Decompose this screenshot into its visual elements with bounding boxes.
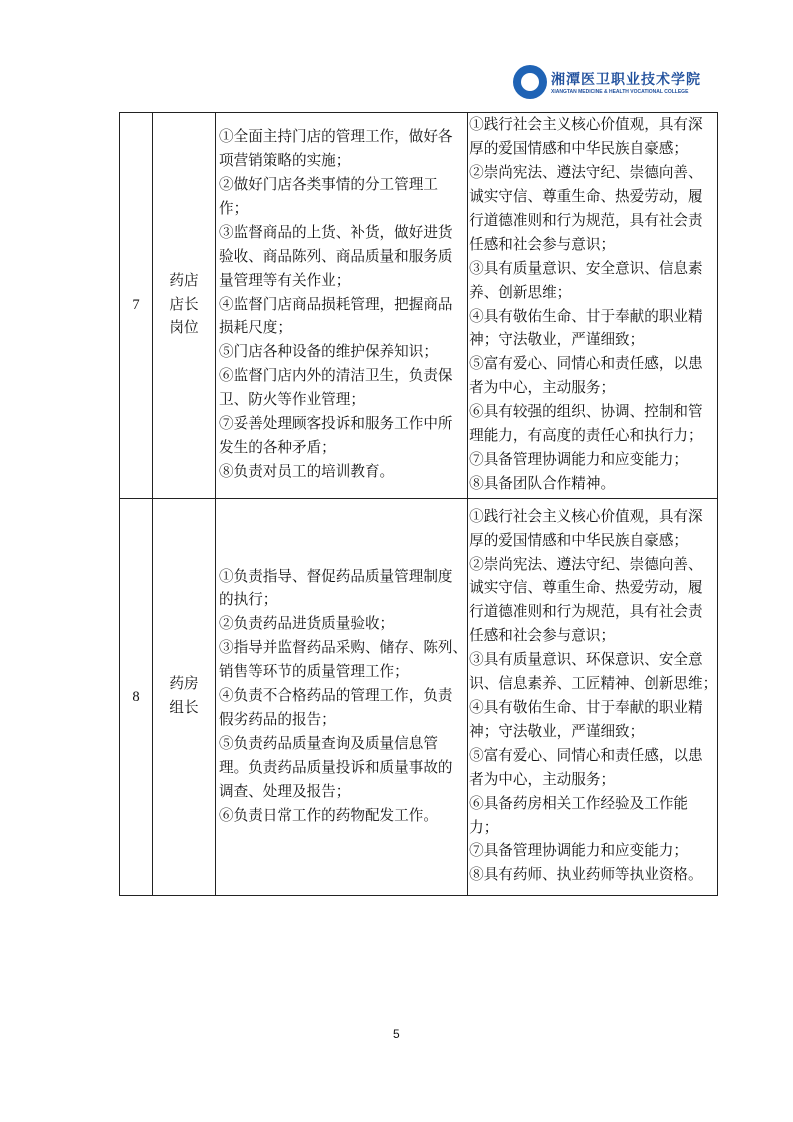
text-line: 药店 <box>169 272 199 289</box>
duties-cell <box>216 113 468 499</box>
job-table <box>119 112 718 896</box>
text-line: ③指导并监督药品采购、储存、陈列、 <box>219 640 468 657</box>
text-line: 发生的各种矛盾； <box>219 439 336 456</box>
text-line: ⑤负责药品质量查询及质量信息管 <box>219 735 438 752</box>
text-line: ⑥负责日常工作的药物配发工作。 <box>219 807 438 824</box>
text-line: ②负责药品进货质量验收； <box>219 616 395 633</box>
position-name <box>153 499 216 896</box>
text-line: 神；守法敬业，严谨细致； <box>469 332 645 349</box>
text-line: 药房 <box>169 676 199 693</box>
text-line: ④监督门店商品损耗管理，把握商品 <box>219 296 453 313</box>
text-line: 假劣药品的报告； <box>219 711 336 728</box>
duties-cell <box>216 499 468 896</box>
text-line: ③监督商品的上货、补货，做好进货 <box>219 224 453 241</box>
text-line: 任感和社会参与意识； <box>469 628 616 645</box>
text-line: 厚的爱国情感和中华民族自豪感； <box>469 532 689 549</box>
row-number: 8 <box>120 499 153 896</box>
text-line: 者为中心，主动服务； <box>469 380 616 397</box>
text-line: 力； <box>469 819 499 836</box>
logo-english-name: XIANGTAN MEDICINE & HEALTH VOCATIONAL COLLEGE <box>551 89 689 95</box>
text-line: 行道德准则和行为规范，具有社会责 <box>469 604 703 621</box>
text-line: 作； <box>219 200 249 217</box>
text-line: ⑤富有爱心、同情心和责任感，以患 <box>469 747 703 764</box>
text-line: ⑥具备药房相关工作经验及工作能 <box>469 795 689 812</box>
text-line: ①践行社会主义核心价值观，具有深 <box>469 117 703 134</box>
text-line: 验收、商品陈列、商品质量和服务质 <box>219 248 453 265</box>
text-line: 销售等环节的质量管理工作； <box>219 664 409 681</box>
table-row <box>120 499 718 896</box>
text-line: ⑦具备管理协调能力和应变能力； <box>469 843 689 860</box>
text-line: 调查、处理及报告； <box>219 783 351 800</box>
text-line: 识、信息素养、工匠精神、创新思维； <box>469 676 718 693</box>
text-line: ③具有质量意识、安全意识、信息素 <box>469 260 703 277</box>
text-line: ①负责指导、督促药品质量管理制度 <box>219 568 453 585</box>
text-line: 诚实守信、尊重生命、热爱劳动，履 <box>469 188 703 205</box>
text-line: ⑦妥善处理顾客投诉和服务工作中所 <box>219 416 453 433</box>
text-line: ⑦具备管理协调能力和应变能力； <box>469 451 689 468</box>
text-line: 神；守法敬业，严谨细致； <box>469 723 645 740</box>
text-line: 行道德准则和行为规范，具有社会责 <box>469 212 703 229</box>
text-line: ②崇尚宪法、遵法守纪、崇德向善、 <box>469 556 703 573</box>
text-line: 诚实守信、尊重生命、热爱劳动，履 <box>469 580 703 597</box>
text-line: ①全面主持门店的管理工作，做好各 <box>219 129 453 146</box>
row-number: 7 <box>120 113 153 499</box>
text-line: 岗位 <box>169 320 199 337</box>
text-line: ④具有敬佑生命、甘于奉献的职业精 <box>469 308 703 325</box>
text-line: ②崇尚宪法、遵法守纪、崇德向善、 <box>469 165 703 182</box>
college-seal-icon <box>513 65 547 99</box>
text-line: ⑧负责对员工的培训教育。 <box>219 463 395 480</box>
position-name <box>153 113 216 499</box>
text-line: ⑧具有药师、执业药师等执业资格。 <box>469 867 703 884</box>
text-line: ②做好门店各类事情的分工管理工 <box>219 177 438 194</box>
text-line: 项营销策略的实施； <box>219 153 351 170</box>
text-line: 养、创新思维； <box>469 284 572 301</box>
text-line: ⑥监督门店内外的清洁卫生，负责保 <box>219 368 453 385</box>
text-line: 理能力，有高度的责任心和执行力； <box>469 428 703 445</box>
text-line: ⑥具有较强的组织、协调、控制和管 <box>469 404 703 421</box>
text-line: 损耗尺度； <box>219 320 292 337</box>
text-line: ⑤门店各种设备的维护保养知识； <box>219 344 438 361</box>
text-line: ③具有质量意识、环保意识、安全意 <box>469 652 703 669</box>
text-line: ④负责不合格药品的管理工作，负责 <box>219 688 453 705</box>
text-line: 组长 <box>169 700 199 716</box>
text-line: 量管理等有关作业； <box>219 272 351 289</box>
text-line: 理。负责药品质量投诉和质量事故的 <box>219 759 453 776</box>
page-number: 5 <box>393 1027 400 1041</box>
logo-chinese-name: 湘潭医卫职业技术学院 <box>551 73 701 88</box>
college-logo <box>513 65 701 99</box>
table-row <box>120 113 718 499</box>
qualities-cell <box>468 113 718 499</box>
text-line: 任感和社会参与意识； <box>469 236 616 253</box>
text-line: 店长 <box>169 296 199 313</box>
text-line: 的执行； <box>219 592 278 609</box>
qualities-cell <box>468 499 718 896</box>
text-line: ⑤富有爱心、同情心和责任感，以患 <box>469 356 703 373</box>
text-line: ④具有敬佑生命、甘于奉献的职业精 <box>469 700 703 716</box>
text-line: 卫、防火等作业管理； <box>219 392 365 409</box>
text-line: ⑧具备团队合作精神。 <box>469 475 616 492</box>
text-line: 厚的爱国情感和中华民族自豪感； <box>469 141 689 158</box>
text-line: ①践行社会主义核心价值观，具有深 <box>469 508 703 525</box>
text-line: 者为中心，主动服务； <box>469 771 616 788</box>
